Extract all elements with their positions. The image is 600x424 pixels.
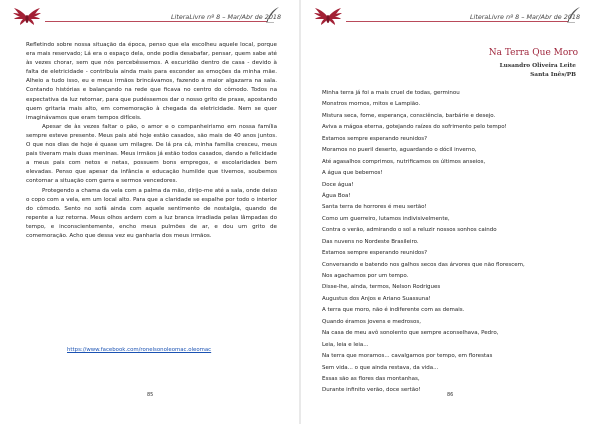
poem-verse: Água Boa! xyxy=(322,192,351,199)
poem-body xyxy=(322,88,582,397)
article-body xyxy=(26,41,277,241)
poem-verse: A terra que moro, não é indiferente com as demais. xyxy=(322,307,465,314)
header-rule xyxy=(346,21,568,22)
author-location: Santa Inês/PB xyxy=(530,72,576,78)
poem-verse: Estamos sempre esperando reunidos? xyxy=(322,135,428,142)
poem-verse: Até agasalhos comprimos, nutrificamos os últimos anseios, xyxy=(322,158,486,165)
poem-verse: Durante infinito verão, doce sertão! xyxy=(322,387,421,394)
poem-verse: Disse-lhe, ainda, termos, Nelson Rodrigues xyxy=(322,284,441,291)
poem-verse: Doce água! xyxy=(322,181,354,188)
poem-verse: Leia, leia e leia... xyxy=(322,341,369,348)
poem-verse: Na casa de meu avô sonolento que sempre aconselhava, Pedro, xyxy=(322,330,499,337)
magazine-header: LiteraLivre nº 8 – Mar/Abr de 2018 xyxy=(470,13,581,21)
left-page xyxy=(0,0,299,424)
paragraph: Apesar de às vezes faltar o pão, o amor e o companheirismo em nossa família sempre esteve presente. Meus pais até hoje estão casados, são mais de 40 anos juntos. O que nos dias de hoje é quase um milagre. De lá pra cá, minha família cresceu, meus pais tiveram mais duas meninas. Meus irmãos já estão todos casados, dando a felicidade a meus pais com netos e netas, possuem bons empregos, e escolaridades bem elevadas. Penso que apesar da infância e educação humilde que tivemos, soubemos contornar a situação com garra e sermos vencedores. xyxy=(26,123,277,185)
poem-verse: Monstros mornos, mitos e Lampião. xyxy=(322,101,421,108)
header-rule xyxy=(45,21,267,22)
poem-verse: A água que bebemos! xyxy=(322,170,383,177)
poem-verse: Conversando e batendo nos galhos secos das árvores que não florescem, xyxy=(322,261,525,268)
poem-verse: Aviva a mágoa eterna, gotejando raízes do sofrimento pelo tempo! xyxy=(322,124,507,131)
quill-icon xyxy=(266,7,280,23)
poem-verse: Santa terra de horrores é meu sertão! xyxy=(322,204,427,211)
poem-title: Na Terra Que Moro xyxy=(488,48,578,58)
poem-verse: Essas são as flores das montanhas, xyxy=(322,375,420,382)
paragraph: Protegendo a chama da vela com a palma da mão, dirijo-me até a sala, onde deixo o copo com a vela, em um local alto. Para que a claridade se espalhe por todo o interior do cômodo. Sento no sofá ainda com aquele sentimento de nostalgia, quando de repente a luz retorna. Meus olhos ardem com a luz branca irradiada pelas lâmpadas do tempo, e inconscientemente, encho meus pulmões de ar, e dou um grito de comemoração. Acho que dessa vez eu ganharia dos meus irmãos. xyxy=(26,187,277,239)
quill-icon xyxy=(567,7,581,23)
poem-verse: Quando éramos jovens e medrosos, xyxy=(322,318,421,325)
poem-verse: Das nuvens no Nordeste Brasileiro. xyxy=(322,238,419,245)
poem-verse: Minha terra já foi a mais cruel de todas, germinou xyxy=(322,90,460,96)
page-number: 85 xyxy=(147,392,154,398)
poem-verse: Mistura seca, fome, esperança, consciência, barbárie e desejo. xyxy=(322,112,496,119)
poem-verse: Nos agachamos por um tempo. xyxy=(322,273,409,279)
poem-verse: Na terra que moramos... cavalgamos por tempo, em florestas xyxy=(322,353,493,360)
poem-verse: Sem vida... o que ainda restava, da vida... xyxy=(322,364,439,371)
poem-verse: Estamos sempre esperando reunidos? xyxy=(322,250,428,257)
author-name: Lusandro Oliveira Leite xyxy=(499,63,576,69)
winged-emblem-icon xyxy=(13,4,41,30)
magazine-header: LiteraLivre nº 8 – Mar/Abr de 2018 xyxy=(171,13,282,21)
poem-verse: Contra o verão, admirando o sol a reluzir nossos sonhos caindo xyxy=(322,227,497,234)
winged-emblem-icon xyxy=(314,4,342,30)
right-page xyxy=(301,0,600,424)
poem-verse: Como um guerreiro, lutamos indivisivelmente, xyxy=(322,215,450,222)
poem-verse: Augustus dos Anjos e Ariano Suassuna! xyxy=(322,295,431,302)
paragraph: Refletindo sobre nossa situação da época, penso que ela escolheu aquele local, porque era mais reservado; Lá era o espaço dela, onde podia desabafar, pensar, quem sabe até às vezes chorar, sem que nós percebêssemos. A escuridão dentro de casa - devido à falta de eletricidade - contribuía ainda mais para esconder as emoções da minha mãe. Alheio a tudo isso, eu e meus irmãos brincávamos, fazendo a maior algazarra na sala. Contando histórias e balançando na rede que ficava no centro do cômodo. Todos na expectativa da luz retornar, para que pudéssemos dar o nosso grito de praxe, apostando quem gritaria mais alto, em comemoração à chegada da eletricidade. Nem se quer imaginávamos que eram tempos difíceis. xyxy=(26,42,277,121)
poem-verse: Moramos no pueril deserto, aguardando o dócil inverno, xyxy=(322,147,477,154)
page-number: 86 xyxy=(447,392,454,398)
facebook-link[interactable]: https://www.facebook.com/ronelsonoleomac.oleomac xyxy=(67,347,212,353)
poem-author-block xyxy=(500,62,576,80)
